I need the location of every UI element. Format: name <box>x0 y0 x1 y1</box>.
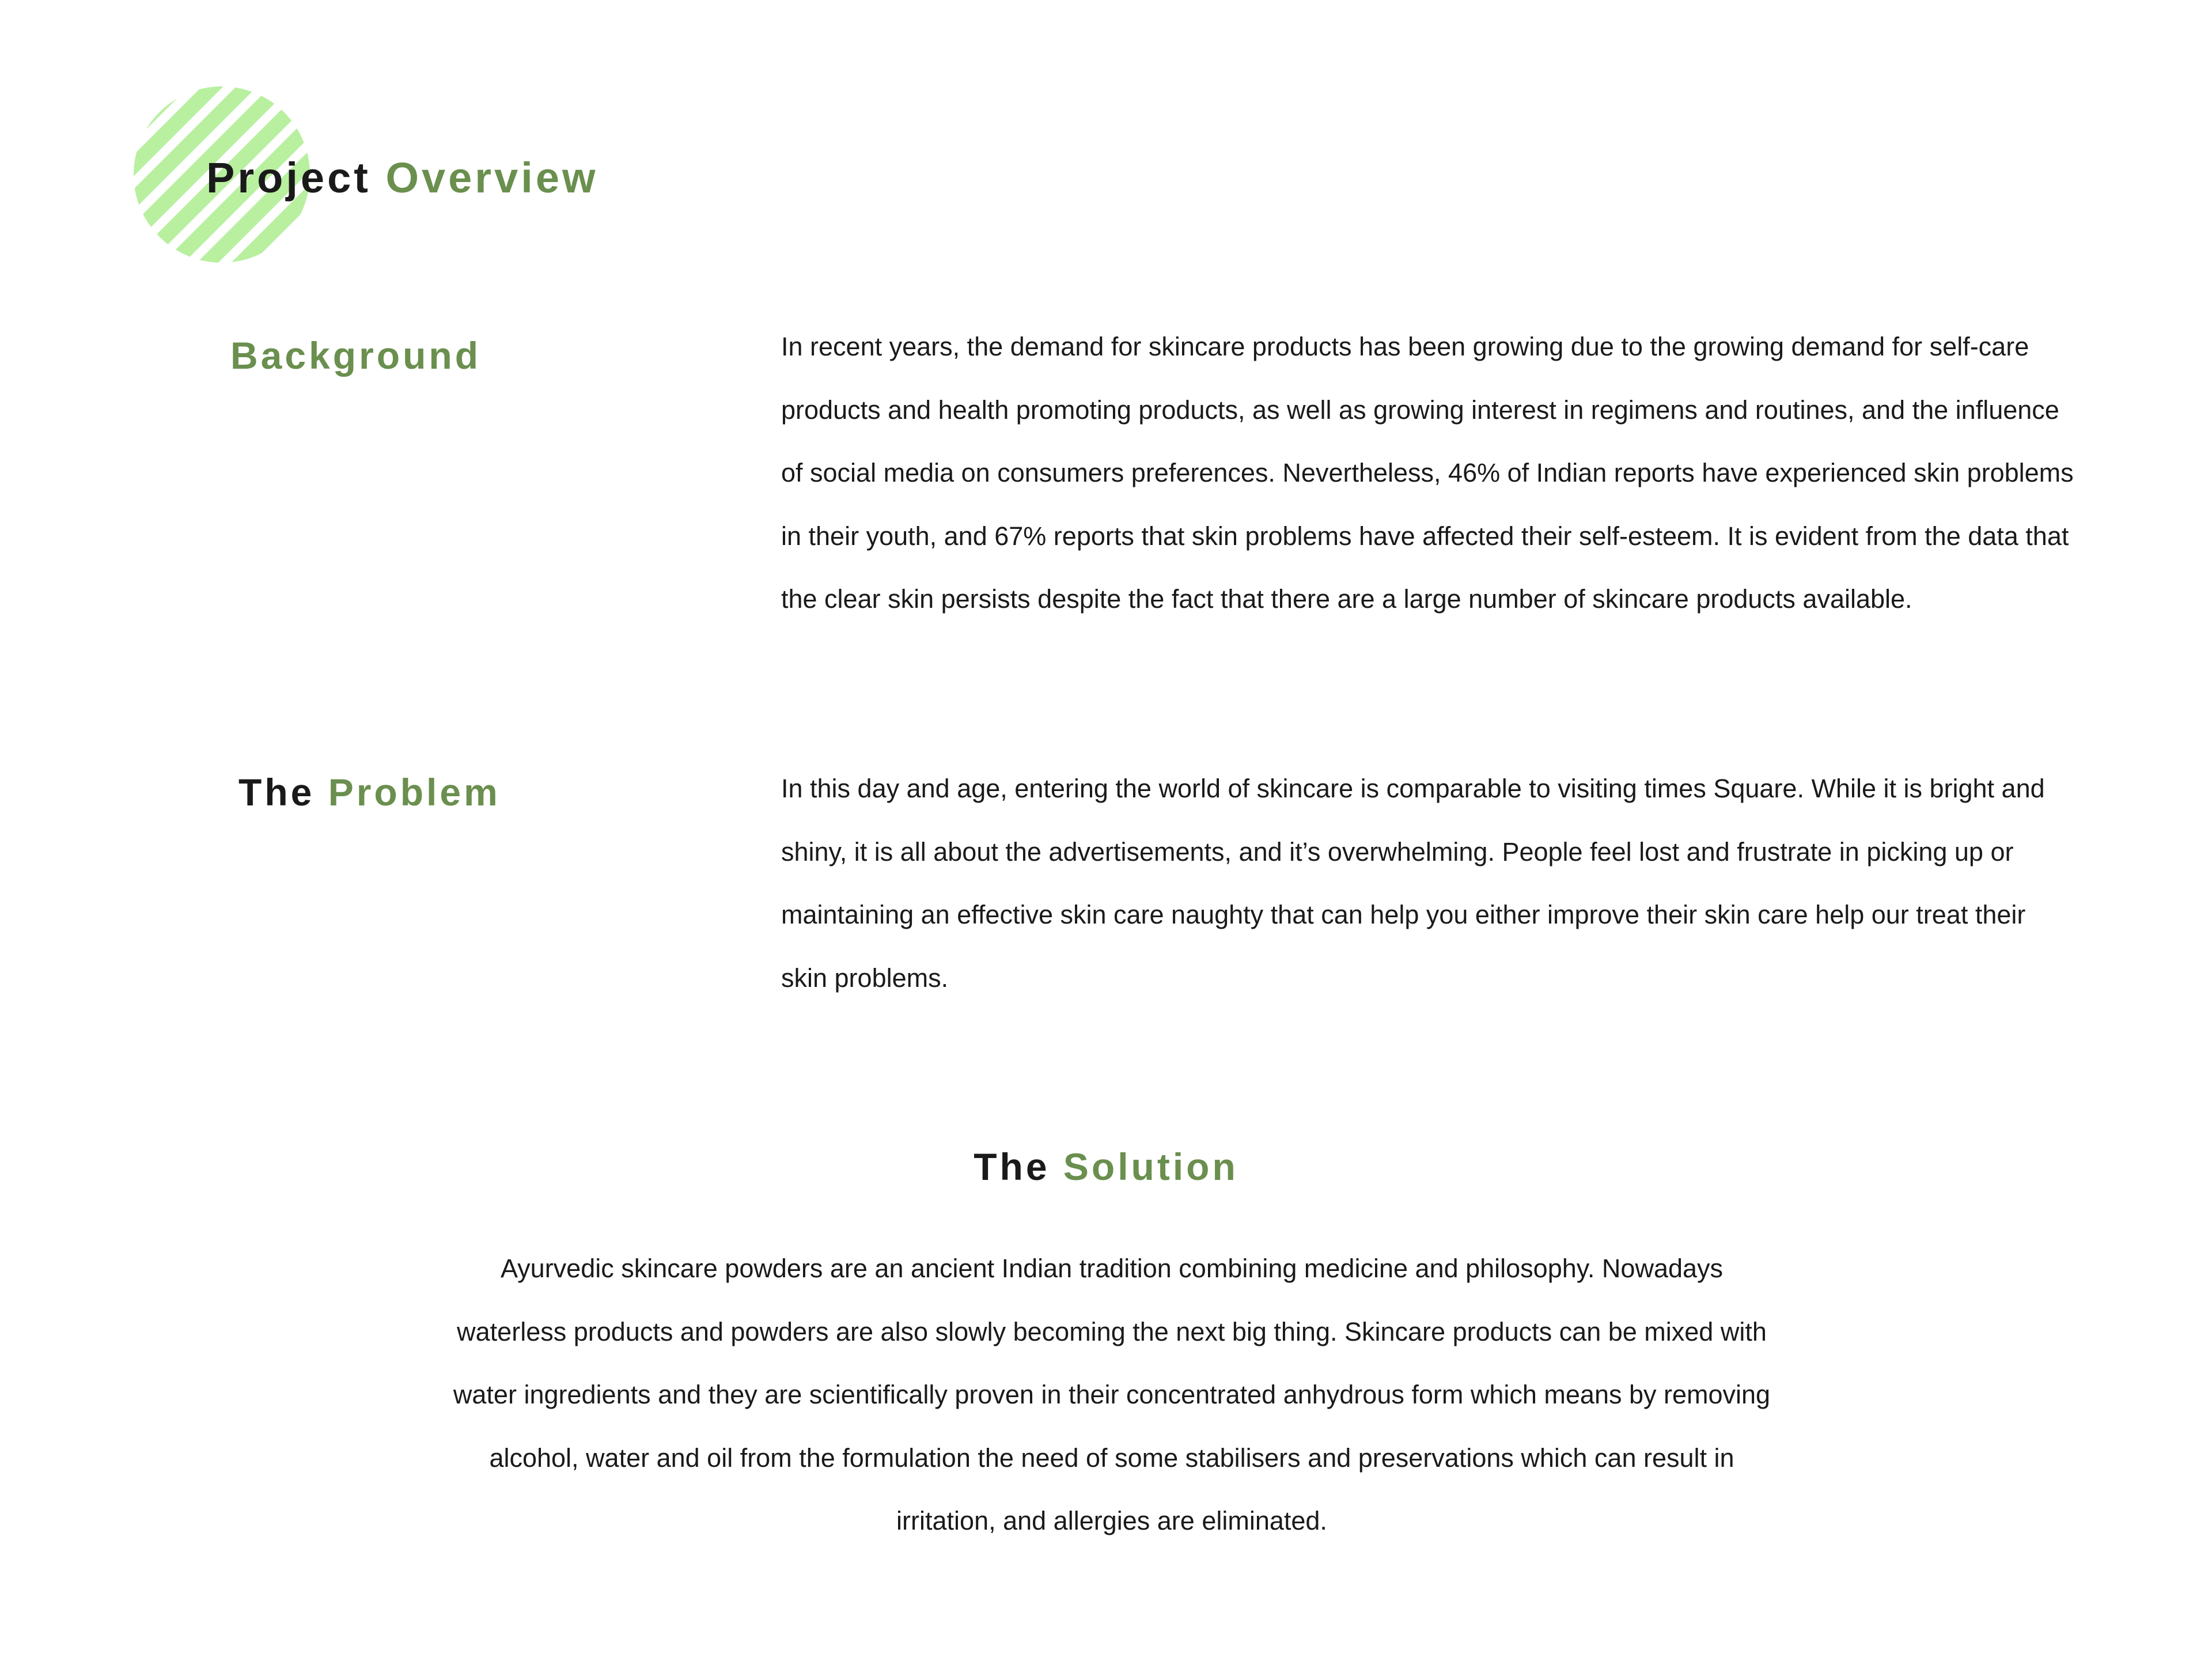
background-text: In recent years, the demand for skincare products has been growing due to the growing demand for self-care products and health promoting products, as well as growing interest in regimens and routines, and the influence of social media on consumers preferences. Nevertheless, 46% of Indian reports have experienced skin problems in their youth, and 67% reports that skin problems have affected their self-esteem. It is evident from the data that the clear skin persists despite the fact that there are a large number of skincare products available. <box>781 332 2074 614</box>
background-heading: Background <box>230 334 482 377</box>
problem-heading-part1: The <box>238 771 315 813</box>
problem-heading-part2: Problem <box>328 771 501 813</box>
problem-text: In this day and age, entering the world of skincare is comparable to visiting times Square. While it is bright and shiny, it is all about the advertisements, and it’s overwhelming. People feel lost and frustrate in picking up or maintaining an effective skin care naughty that can help you either improve their skin care help our treat their skin problems. <box>781 774 2045 993</box>
problem-heading <box>238 773 501 811</box>
page-title-part1: Project <box>206 154 371 202</box>
solution-heading-part1: The <box>974 1145 1050 1188</box>
solution-heading-part2: Solution <box>1063 1145 1238 1188</box>
solution-text: Ayurvedic skincare powders are an ancient Indian tradition combining medicine and philosophy. Nowadays waterless products and powders are also slowly becoming the next big thing. Skincare products can be mixed with water ingredients and they are scientifically proven in their concentrated anhydrous form which means by removing alcohol, water and oil from the formulation the need of some stabilisers and preservations which can result in irritation, and allergies are eliminated. <box>453 1254 1771 1535</box>
page-title <box>206 154 599 202</box>
page-title-part2: Overview <box>385 154 599 202</box>
solution-heading <box>0 1145 2212 1188</box>
